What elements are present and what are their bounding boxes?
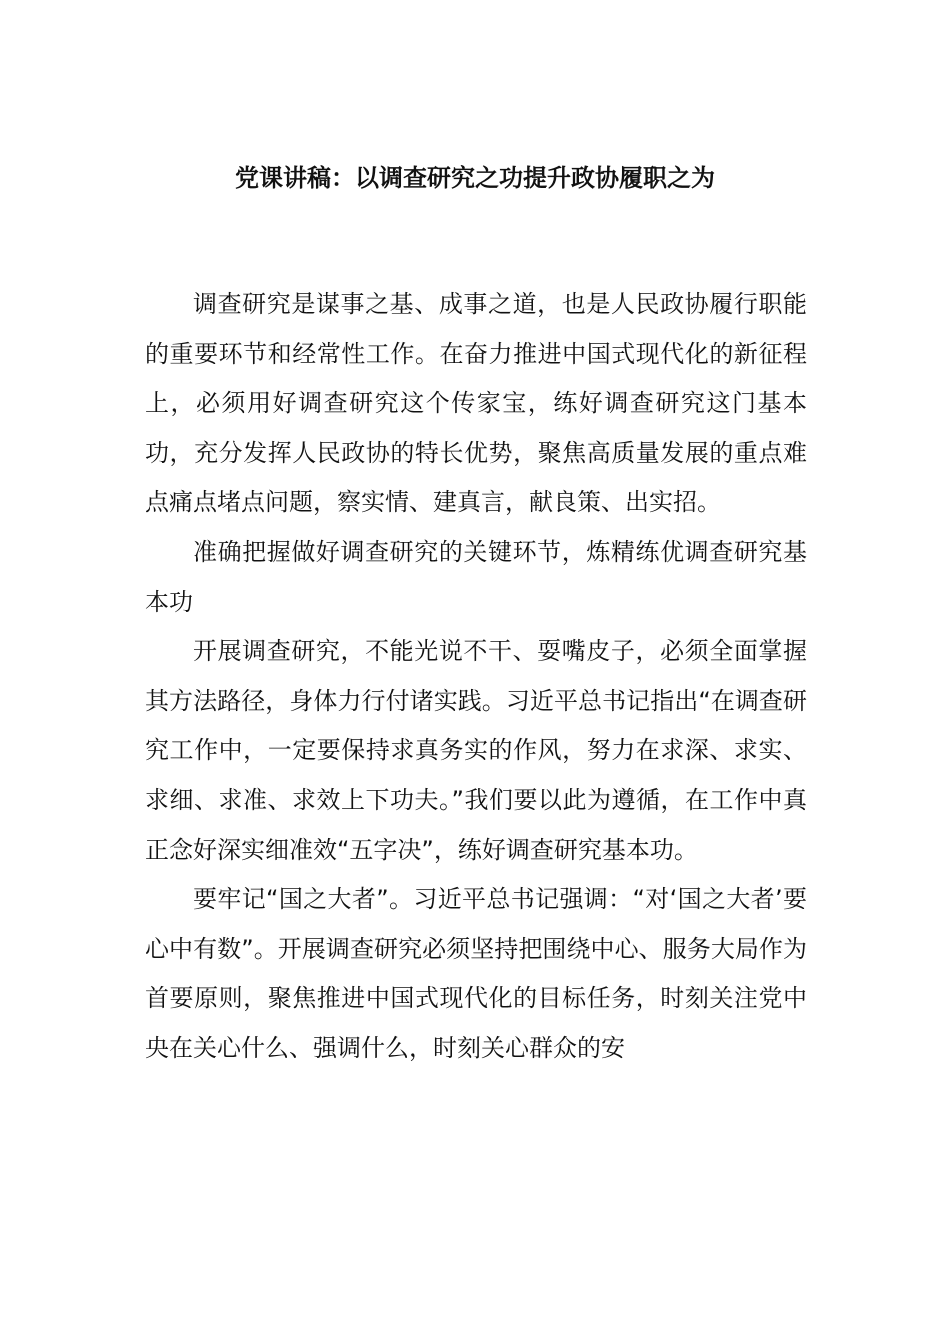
paragraph-intro: 调查研究是谋事之基、成事之道，也是人民政协履行职能的重要环节和经常性工作。在奋力推进中国式现代化的新征程上，必须用好调查研究这个传家宝，练好调查研究这门基本功，充分发挥人民政协的特长优势，聚焦高质量发展的重点难点痛点堵点问题，察实情、建真言，献良策、出实招。 xyxy=(145,290,807,517)
paragraph-section-heading: 准确把握做好调查研究的关键环节，炼精练优调查研究基本功 xyxy=(145,537,807,616)
paragraph-methods: 开展调查研究，不能光说不干、耍嘴皮子，必须全面掌握其方法路径，身体力行付诸实践。习近平总书记指出“在调查研究工作中，一定要保持求真务实的作风，努力在求深、求实、求细、求准、求效上下功夫。”我们要以此为遵循，在工作中真正念好深实细准效“五字决”，练好调查研究基本功。 xyxy=(145,637,807,864)
document-title: 党课讲稿：以调查研究之功提升政协履职之为 xyxy=(235,164,715,192)
document-body xyxy=(145,280,807,1074)
paragraph-guozhidazhe: 要牢记“国之大者”。习近平总书记强调：“对‘国之大者’要心中有数”。开展调查研究必须坚持把围绕中心、服务大局作为首要原则，聚焦推进中国式现代化的目标任务，时刻关注党中央在关心什么、强调什么，时刻关心群众的安 xyxy=(145,885,807,1062)
